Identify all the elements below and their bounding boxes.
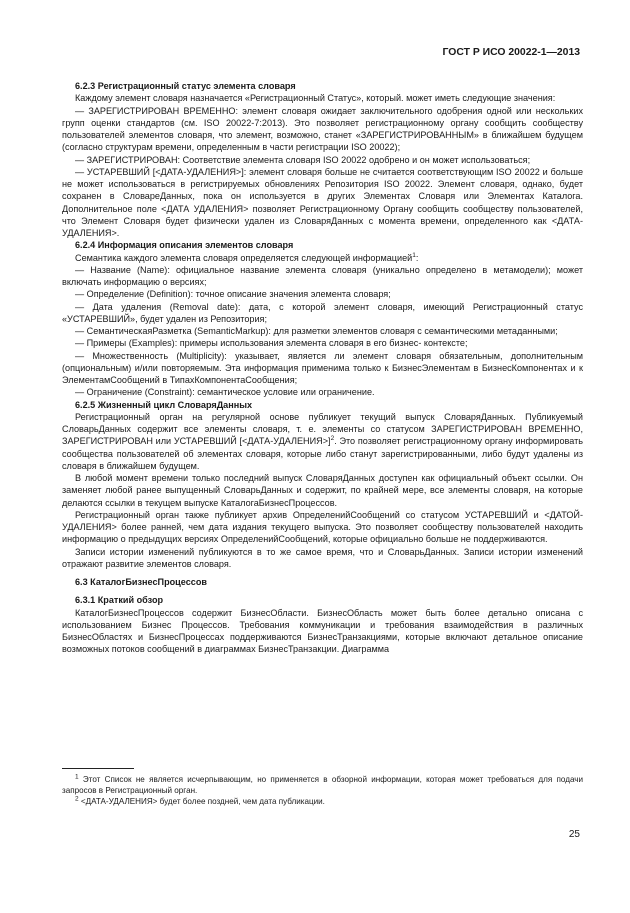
- footnote-mark: 2: [75, 795, 79, 803]
- body-paragraph: В любой момент времени только последний выпуск СловаряДанных доступен как официальный объект ссылки. Он заменяет любой ранее выпущенный СловарьДанных и содержит, по крайней мере, все элементы словаря, на которые делаются ссылки в текущем выпуске КаталогаБизнесПроцессов.: [62, 473, 583, 508]
- footnote: $^2$ <ДАТА-УДАЛЕНИЯ> будет более поздней, чем дата публикации.: [75, 795, 325, 806]
- section-heading: 6.2.5 Жизненный цикл СловаряДанных: [75, 399, 253, 410]
- body-paragraph: Записи истории изменений публикуются в то же самое время, что и СловарьДанных. Записи истории изменений отражают развитие элементов словаря.: [62, 546, 583, 569]
- body-paragraph: — Дата удаления (Removal date): дата, с которой элемент словаря, имеющий Регистрационный статус «УСТАРЕВШИЙ», будет удален из Репозитория;: [62, 301, 583, 324]
- body-paragraph: — УСТАРЕВШИЙ [<ДАТА-УДАЛЕНИЯ>]: элемент словаря больше не считается соответствующим ISO 20022 и больше не может использоваться в регистрируемых обновлениях Репозитория ISO 20022. Элемент словаря, однако, будет сохранен в СловареДанных, пока он используется в других Элементах Словаря или Элементах Каталога. Дополнительное поле <ДАТА УДАЛЕНИЯ> позволяет Регистрационному Органу сообщить сообществу пользователей, что Элемент Словаря будет физически удален из СловаряДанных с момента времени, определенного как <ДАТА-УДАЛЕНИЯ>.: [62, 166, 583, 238]
- section-heading: 6.3.1 Краткий обзор: [75, 595, 164, 606]
- section-heading: 6.2.3 Регистрационный статус элемента словаря: [75, 81, 296, 91]
- body-paragraph: Регистрационный орган также публикует архив ОпределенийСообщений со статусом УСТАРЕВШИЙ и <ДАТОЙ-УДАЛЕНИЯ> более ранней, чем дата издания текущего выпуска. Это позволяет сообществу пользователей находить информацию о предыдущих версиях ОпределенийСообщений, которые официально больше не поддерживаются.: [62, 509, 583, 545]
- footnote-ref: 1: [412, 251, 416, 259]
- body-paragraph: Каждому элемент словаря назначается «Регистрационный Статус», который. может иметь следующие значения:: [75, 93, 556, 104]
- body-paragraph: Регистрационный орган на регулярной основе публикует текущий выпуск СловаряДанных. Публикуемый СловарьДанных содержит все элементы словаря, т. е. элементы со статусом ЗАРЕГИСТРИРОВАН ВРЕМЕННО, ЗАРЕГИСТРИРОВАН или УСТАРЕВШИЙ [<ДАТА-УДАЛЕНИЯ>]$^2$. Это позволяет регистрационному органу информировать сообщества пользователей об элементах словаря, которые либо станут зарегистрированными, либо будут удалены из словаря в ближайшем будущем.: [62, 411, 583, 471]
- body-paragraph: — СемантическаяРазметка (SemanticMarkup): для разметки элементов словаря с семантическими метаданными;: [75, 326, 558, 336]
- footnote-mark: 1: [75, 773, 79, 781]
- section-heading: 6.2.4 Информация описания элементов словаря: [75, 240, 294, 251]
- body-paragraph: — Название (Name): официальное название элемента словаря (уникально определено в метамодели); может включать информацию о версиях;: [62, 264, 583, 287]
- body-paragraph: Семантика каждого элемента словаря определяется следующей информацией$^1$:: [75, 251, 419, 263]
- body-paragraph: — Определение (Definition): точное описание значения элемента словаря;: [75, 289, 391, 300]
- main-text: [62, 80, 583, 656]
- section-heading: 6.3 КаталогБизнесПроцессов: [75, 577, 207, 587]
- body-paragraph: — Примеры (Examples): примеры использования элемента словаря в его бизнес- контексте;: [75, 338, 468, 349]
- footnote-ref: 2: [330, 435, 335, 443]
- footnote-divider: [62, 768, 134, 769]
- body-paragraph: — ЗАРЕГИСТРИРОВАН ВРЕМЕННО: элемент словаря ожидает заключительного одобрения одной или нескольких групп оценки стандартов (см. ISO 20022-7:2013). Это позволяет регистрационному органу сообщить сообществу пользователей элементов словаря, что элемент, возможно, станет «ЗАРЕГИСТРИРОВАННЫМ» в ближайшем будущем (согласно структурам времени, определенным в части регистрации ISO 20022);: [62, 105, 583, 153]
- body-paragraph: КаталогБизнесПроцессов содержит БизнесОбласти. БизнесОбласть может быть более детально описана с использованием Бизнес Процессов. Требования коммуникации и требования взаимодействия в различных БизнесОбластях и БизнесПроцессах поддерживаются БизнесТранзакциями, которые включают детальное описание возможных потоков сообщений в диаграммах БизнесТранзакции. Диаграмма: [62, 607, 583, 655]
- page-number: 25: [568, 829, 580, 840]
- footnotes: [62, 774, 583, 807]
- body-paragraph: — ЗАРЕГИСТРИРОВАН: Соответствие элемента словаря ISO 20022 одобрено и он может использоваться;: [75, 154, 531, 165]
- body-paragraph: — Ограничение (Constraint): семантическое условие или ограничение.: [75, 387, 375, 398]
- body-paragraph: — Множественность (Multiplicity): указывает, является ли элемент словаря обязательным, дополнительным (опциональным) и/или повторяемым. Эта информация применима только к БизнесЭлементам в БизнесКомпонентах и к ЭлементамСообщений в ТипахКомпонентаСообщения;: [62, 350, 583, 385]
- footnote: $^1$ Этот Список не является исчерпывающим, но применяется в обзорной информации, которая может требоваться для подачи запросов в Регистрационный орган.: [62, 773, 583, 795]
- document-code: ГОСТ Р ИСО 20022-1—2013: [442, 47, 580, 58]
